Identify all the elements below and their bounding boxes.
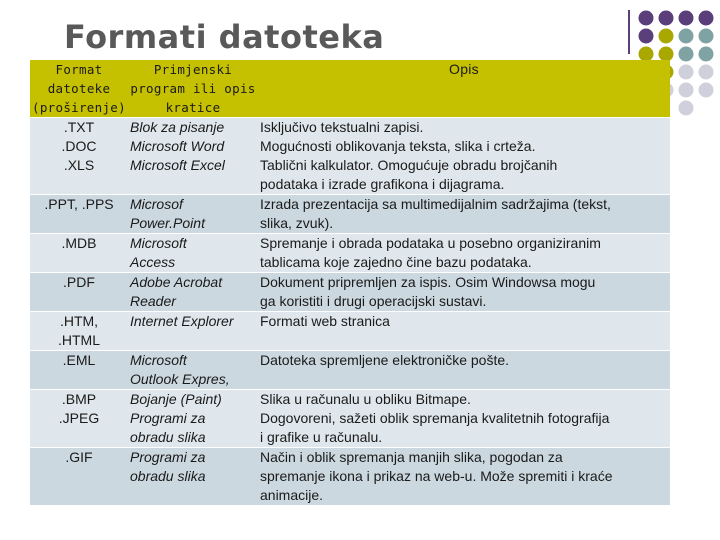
format-extension-cell: [30, 448, 128, 506]
decorative-dot: [679, 47, 694, 62]
description-cell-line: tablicama koje zajedno čine bazu podataka.: [260, 254, 532, 270]
decorative-dot: [679, 11, 694, 26]
format-extension-cell: [30, 195, 128, 234]
format-extension-cell-line: .PPT, .PPS: [44, 196, 114, 212]
program-cell-line: Internet Explorer: [130, 313, 234, 329]
table-header-row: [30, 60, 670, 118]
program-cell: [128, 448, 258, 506]
program-cell-line: Adobe Acrobat: [130, 274, 223, 290]
program-cell: [128, 118, 258, 195]
program-cell: [128, 312, 258, 351]
decorative-dot: [639, 11, 654, 26]
program-cell: [128, 195, 258, 234]
program-cell: [128, 351, 258, 390]
format-extension-cell: [30, 118, 128, 195]
slide-title: Formati datoteka: [64, 18, 385, 56]
description-cell-line: spremanje ikona i prikaz na web-u. Može spremiti i kraće: [260, 468, 613, 484]
program-cell-line: Blok za pisanje: [130, 119, 225, 135]
decorative-dot: [679, 65, 694, 80]
description-cell: [258, 118, 670, 195]
program-cell-line: Microsoft: [130, 235, 187, 251]
description-cell-line: Dogovoreni, sažeti oblik spremanja kvalitetnih fotografija: [260, 410, 610, 426]
program-cell-line: Access: [130, 254, 176, 270]
decorative-dot: [699, 11, 714, 26]
decorative-dot: [699, 29, 714, 44]
program-cell-line: Programi za: [130, 449, 206, 465]
description-cell: [258, 234, 670, 273]
table-row: [30, 118, 670, 195]
description-cell: [258, 273, 670, 312]
header-format: Format datoteke (proširenje): [30, 60, 128, 118]
table-row: [30, 312, 670, 351]
format-extension-cell: [30, 351, 128, 390]
format-extension-cell-line: .HTML: [58, 332, 100, 348]
format-extension-cell-line: .TXT: [63, 119, 95, 135]
description-cell-line: Formati web stranica: [260, 313, 390, 329]
format-extension-cell: [30, 390, 128, 448]
format-extension-cell-line: .JPEG: [58, 410, 100, 426]
table-row: [30, 195, 670, 234]
description-cell-line: Isključivo tekstualni zapisi.: [260, 119, 424, 135]
format-extension-cell: [30, 312, 128, 351]
program-cell-line: Microsoft: [130, 352, 187, 368]
format-extension-cell-line: .EML: [62, 352, 96, 368]
description-cell-line: Način i oblik spremanja manjih slika, pogodan za: [260, 449, 563, 465]
description-cell-line: animacije.: [260, 487, 324, 503]
program-cell-line: Programi za: [130, 410, 206, 426]
program-cell-line: Bojanje (Paint): [130, 391, 222, 407]
decorative-dot: [679, 29, 694, 44]
description-cell-line: Izrada prezentacija sa multimedijalnim sadržajima (tekst,: [260, 196, 611, 212]
program-cell-line: obradu slika: [130, 468, 206, 484]
description-cell-line: Spremanje i obrada podataka u posebno organiziranim: [260, 235, 601, 251]
program-cell-line: obradu slika: [130, 429, 206, 445]
decorative-dot: [699, 83, 714, 98]
program-cell-line: Microsoft Excel: [130, 157, 225, 173]
description-cell-line: i grafike u računalu.: [260, 429, 383, 445]
header-program: Primjenski program ili opis kratice: [128, 60, 258, 118]
table-row: [30, 234, 670, 273]
program-cell-line: Reader: [130, 293, 176, 309]
description-cell-line: Tablični kalkulator. Omogućuje obradu brojčanih: [260, 157, 558, 173]
program-cell-line: Microsoft Word: [130, 138, 225, 154]
description-cell-line: slika, zvuk).: [260, 215, 334, 231]
format-extension-cell: [30, 273, 128, 312]
format-extension-cell-line: .BMP: [61, 391, 97, 407]
format-extension-cell-line: .GIF: [65, 449, 93, 465]
decorative-dot: [699, 65, 714, 80]
description-cell: [258, 390, 670, 448]
description-cell-line: ga koristiti i drugi operacijski sustavi.: [260, 293, 487, 309]
table-row: [30, 351, 670, 390]
format-extension-cell-line: .MDB: [61, 235, 97, 251]
program-cell: [128, 273, 258, 312]
decorative-dot: [639, 29, 654, 44]
program-cell-line: Outlook Expres,: [130, 371, 230, 387]
decorative-dot: [679, 83, 694, 98]
program-cell: [128, 234, 258, 273]
description-cell: [258, 448, 670, 506]
format-extension-cell: [30, 234, 128, 273]
decorative-dot: [699, 47, 714, 62]
description-cell: [258, 312, 670, 351]
decorative-dot: [659, 29, 674, 44]
table-row: [30, 448, 670, 506]
description-cell-line: podataka i izrade grafikona i dijagrama.: [260, 176, 505, 192]
description-cell-line: Dokument pripremljen za ispis. Osim Windowsa mogu: [260, 274, 596, 290]
program-cell-line: Power.Point: [130, 215, 205, 231]
description-cell: [258, 195, 670, 234]
format-extension-cell-line: .XLS: [63, 157, 95, 173]
format-extension-cell-line: .HTM,: [59, 313, 99, 329]
program-cell: [128, 390, 258, 448]
file-formats-table: [30, 60, 670, 506]
table-row: [30, 390, 670, 448]
header-description: Opis: [258, 60, 670, 118]
decorative-dot: [659, 11, 674, 26]
table-row: [30, 273, 670, 312]
description-cell: [258, 351, 670, 390]
format-extension-cell-line: .DOC: [61, 138, 97, 154]
decorative-dot: [679, 101, 694, 116]
description-cell-line: Mogućnosti oblikovanja teksta, slika i crteža.: [260, 138, 536, 154]
description-cell-line: Slika u računalu u obliku Bitmape.: [260, 391, 471, 407]
decorative-divider: [628, 10, 630, 54]
program-cell-line: Microsof: [130, 196, 183, 212]
format-extension-cell-line: .PDF: [63, 274, 95, 290]
description-cell-line: Datoteka spremljene elektroničke pošte.: [260, 352, 510, 368]
